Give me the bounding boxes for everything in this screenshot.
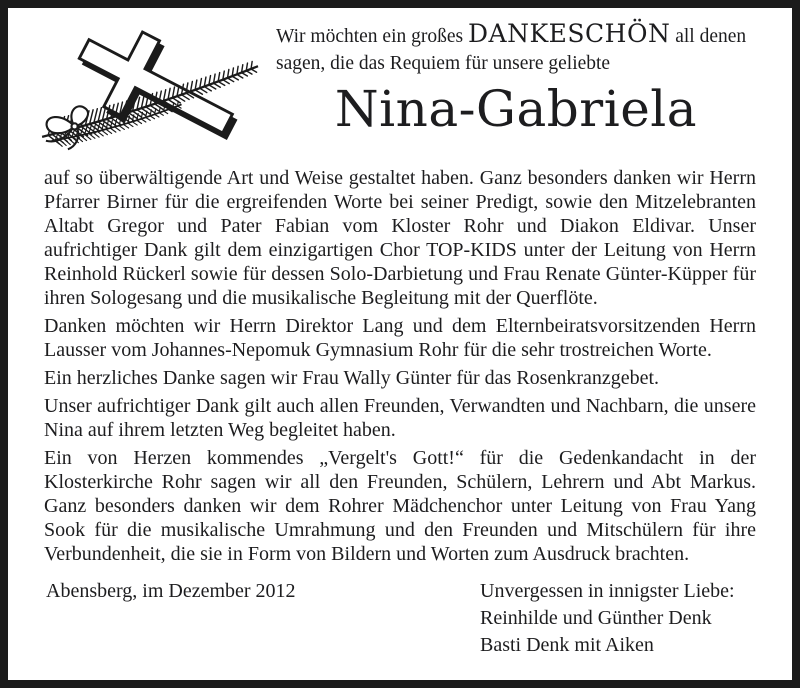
closing-line: Unvergessen in innigster Liebe: <box>480 580 735 602</box>
intro-text <box>276 20 756 77</box>
paragraph-requiem-thanks: auf so überwältigende Art und Weise gestaltet haben. Ganz besonders danken wir Herrn Pfarrer Birner für die ergreifenden Worte bei seiner Predigt, sowie den Mitzelebranten Altabt Gregor und Pater Fabian vom Kloster Rohr und Diakon Eldivar. Unser aufrichtiger Dank gilt dem einzigartigen Chor TOP-KIDS unter der Leitung von Herrn Reinhold Rückerl sowie für dessen Solo-Darbietung und Frau Renate Günter-Küpper für ihren Sologesang und die musikalische Begleitung mit der Querflöte. <box>44 167 756 309</box>
deceased-name: Nina-Gabriela <box>334 80 698 138</box>
notice-header-text <box>266 16 756 137</box>
paragraph-school-thanks: Danken möchten wir Herrn Direktor Lang und dem Elternbeiratsvorsitzenden Herrn Lausser vom Johannes-Nepomuk Gymnasium Rohr für die sehr trostreichen Worte. <box>44 315 756 361</box>
intro-line2: sagen, die das Requiem für unsere geliebte <box>276 53 611 74</box>
paragraph-friends-thanks: Unser aufrichtiger Dank gilt auch allen Freunden, Verwandten und Nachbarn, die unsere Nina auf ihrem letzten Weg begleitet haben. <box>44 395 756 441</box>
cross-palm-ribbon-icon <box>36 28 266 156</box>
notice-body <box>44 166 756 566</box>
notice-footer <box>44 578 756 659</box>
intro-emphasis: DANKESCHÖN <box>468 19 671 48</box>
signature-name-1: Reinhilde und Günther Denk <box>480 607 712 629</box>
paragraph-memorial-thanks: Ein von Herzen kommendes „Vergelt's Gott!“ für die Gedenkandacht in der Klosterkirche Rohr sagen wir all den Freunden, Schülern, Lehrern und Abt Markus. Ganz besonders danken wir dem Rohrer Mädchenchor unter Leitung von Frau Yang Sook für die musikalische Umrahmung und den Freunden und Mitschülern für ihre Verbundenheit, die sie in Form von Bildern und Worten zum Ausdruck brachten. <box>44 447 756 565</box>
paragraph-rosary-thanks: Ein herzliches Danke sagen wir Frau Wally Günter für das Rosenkranzgebet. <box>44 367 660 389</box>
notice-header <box>44 16 756 156</box>
intro-part1: Wir möchten ein großes <box>276 26 464 47</box>
place-date: Abensberg, im Dezember 2012 <box>46 580 296 602</box>
intro-part2: all denen <box>675 26 747 47</box>
signature-block <box>480 578 756 659</box>
ribbon-bow <box>46 106 88 149</box>
signature-name-2: Basti Denk mit Aiken <box>480 634 654 656</box>
